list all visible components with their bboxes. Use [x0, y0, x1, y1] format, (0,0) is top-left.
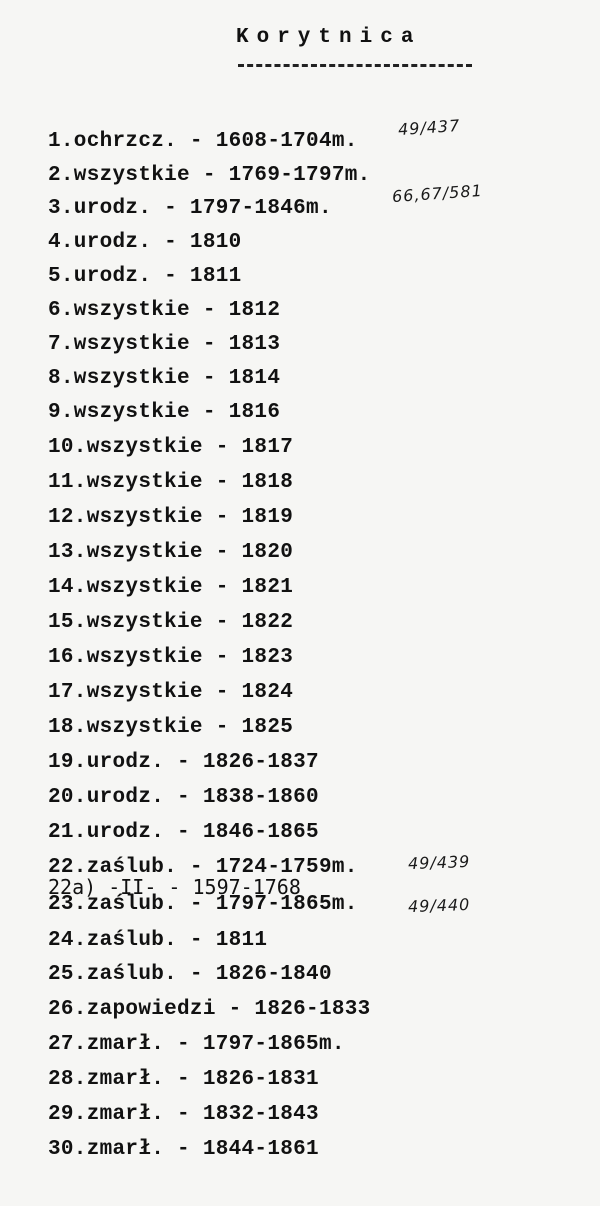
register-entry: 16.wszystkie - 1823: [48, 646, 294, 669]
register-entry: 11.wszystkie - 1818: [48, 471, 294, 494]
register-entry: 18.wszystkie - 1825: [48, 716, 294, 739]
register-entry: 7.wszystkie - 1813: [48, 333, 281, 356]
register-entry: 15.wszystkie - 1822: [48, 611, 294, 634]
register-entry: 23.zaślub. - 1797-1865m.: [48, 893, 358, 916]
register-entry: 4.urodz. - 1810: [48, 231, 242, 254]
register-entry: 1.ochrzcz. - 1608-1704m.: [48, 130, 358, 153]
title-underline: [238, 64, 472, 67]
register-entry: 14.wszystkie - 1821: [48, 576, 294, 599]
register-entry: 27.zmarł. - 1797-1865m.: [48, 1033, 345, 1056]
register-entry: 13.wszystkie - 1820: [48, 541, 294, 564]
register-entry: 29.zmarł. - 1832-1843: [48, 1103, 319, 1126]
handwritten-note: 49/439: [407, 851, 471, 874]
register-entry: 8.wszystkie - 1814: [48, 367, 281, 390]
register-entry: 10.wszystkie - 1817: [48, 436, 294, 459]
register-entry: 12.wszystkie - 1819: [48, 506, 294, 529]
register-entry: 3.urodz. - 1797-1846m.: [48, 197, 332, 220]
register-entry: 21.urodz. - 1846-1865: [48, 821, 319, 844]
register-entry: 17.wszystkie - 1824: [48, 681, 294, 704]
register-entry: 26.zapowiedzi - 1826-1833: [48, 998, 371, 1021]
register-entry: 25.zaślub. - 1826-1840: [48, 963, 332, 986]
handwritten-note: 49/440: [407, 894, 471, 917]
register-entry: 22.zaślub. - 1724-1759m.: [48, 856, 358, 879]
register-entry: 24.zaślub. - 1811: [48, 929, 268, 952]
register-entry: 20.urodz. - 1838-1860: [48, 786, 319, 809]
register-entry: 9.wszystkie - 1816: [48, 401, 281, 424]
register-entry: 28.zmarł. - 1826-1831: [48, 1068, 319, 1091]
register-entry: 5.urodz. - 1811: [48, 265, 242, 288]
document-title: Korytnica: [236, 26, 422, 49]
register-entry: 30.zmarł. - 1844-1861: [48, 1138, 319, 1161]
register-entry: 19.urodz. - 1826-1837: [48, 751, 319, 774]
register-entry: 6.wszystkie - 1812: [48, 299, 281, 322]
register-entry-inserted: 22a) -II- - 1597-1768: [48, 875, 301, 899]
handwritten-note: 49/437: [397, 115, 461, 140]
handwritten-note: 66,67/581: [391, 180, 484, 207]
register-entry: 2.wszystkie - 1769-1797m.: [48, 164, 371, 187]
